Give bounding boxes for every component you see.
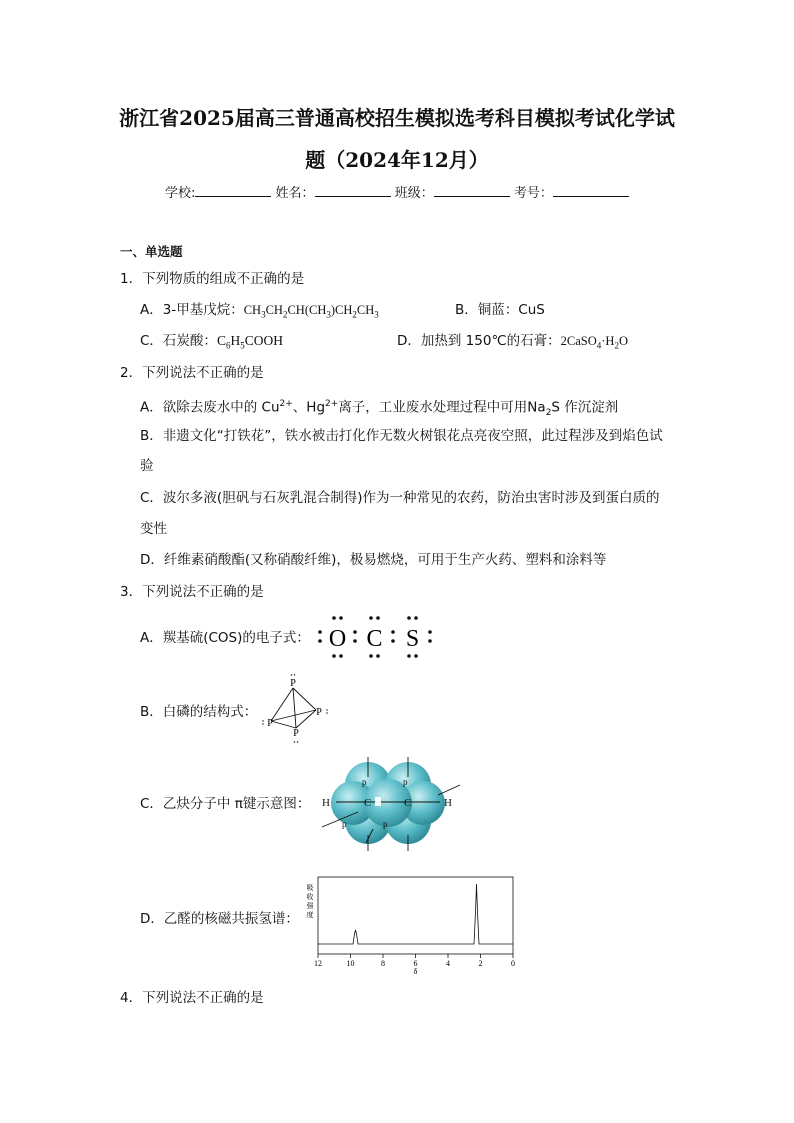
q2-option-a: A．欲除去废水中的 $Cu^{2+}$、$Hg^{2+}$离子，工业废水处理过程中可用$Na_2S$ 作沉淀剂 <box>140 399 619 419</box>
class-label: 班级： <box>394 186 434 201</box>
acetaldehyde-nmr-spectrum <box>300 872 530 976</box>
q1-stem: 1．下列物质的组成不正确的是 <box>120 271 305 287</box>
q1-option-b: B．铜蓝：CuS <box>455 302 545 318</box>
white-phosphorus-structure <box>258 670 338 748</box>
name-blank[interactable] <box>315 184 391 197</box>
school-label: 学校: <box>165 186 196 201</box>
spectrum-trace <box>318 884 513 944</box>
q2-option-d: D．纤维素硝酸酯(又称硝酸纤维)，极易燃烧，可用于生产火药、塑料和涂料等 <box>140 552 607 568</box>
svg-text:4: 4 <box>446 959 450 968</box>
svg-text:6: 6 <box>413 959 418 968</box>
y-axis-label <box>307 883 315 919</box>
q2-option-c-line2: 变性 <box>140 521 167 537</box>
svg-text:P: P <box>290 678 296 689</box>
number-blank[interactable] <box>553 184 629 197</box>
svg-text:p: p <box>383 819 388 829</box>
cos-electron-formula <box>310 612 440 660</box>
page-title-line1: 浙江省2025届高三普通高校招生模拟选考科目模拟考试化学试 <box>119 106 675 130</box>
svg-text:8: 8 <box>381 959 385 968</box>
svg-text:12: 12 <box>314 959 322 968</box>
spectrum-frame <box>318 877 513 954</box>
svg-text:度: 度 <box>306 911 314 919</box>
svg-text:吸: 吸 <box>306 884 314 892</box>
svg-text:p: p <box>403 777 408 787</box>
svg-text:H: H <box>322 797 330 809</box>
svg-text:p: p <box>362 777 367 787</box>
svg-text:强: 强 <box>306 902 314 910</box>
q1-option-d: D．加热到 150℃的石膏：$2CaSO_4\cdot H_2O$ <box>397 333 628 351</box>
svg-text:P: P <box>293 728 299 739</box>
q2-option-b-line1: B．非遗文化“打铁花”，铁水被击打化作无数火树银花点亮夜空照，此过程涉及到焰色试 <box>140 428 663 444</box>
svg-text:10: 10 <box>346 959 355 968</box>
q1-option-a: A．3-甲基戊烷：$CH_3CH_2CH(CH_3)CH_2CH_3$ <box>140 302 379 320</box>
acetylene-pi-bond-diagram <box>318 755 466 853</box>
q3-stem: 3．下列说法不正确的是 <box>120 584 264 600</box>
svg-text:H: H <box>444 797 452 809</box>
x-axis-label: δ <box>413 967 418 976</box>
svg-text:C: C <box>364 797 372 809</box>
q3-option-c: C．乙炔分子中 π键示意图： <box>140 796 311 812</box>
atom-s: S <box>405 626 420 652</box>
q3-option-a: A．羰基硫(COS)的电子式： <box>140 630 310 646</box>
p-orbital-lobes <box>331 762 445 844</box>
q3-option-d: D．乙醛的核磁共振氢谱： <box>140 911 299 927</box>
q2-option-c-line1: C．波尔多液(胆矾与石灰乳混合制得)作为一种常见的农药，防治虫害时涉及到蛋白质的 <box>140 490 660 506</box>
q3-option-b: B．白磷的结构式： <box>140 704 258 720</box>
class-blank[interactable] <box>434 184 510 197</box>
section-title: 一、单选题 <box>120 244 183 259</box>
atom-o: O <box>328 626 347 652</box>
student-info-line <box>165 182 629 201</box>
number-label: 考号： <box>513 186 553 201</box>
svg-text:0: 0 <box>511 959 515 968</box>
q4-stem: 4．下列说法不正确的是 <box>120 990 264 1006</box>
svg-text:P: P <box>316 707 322 718</box>
svg-text:p: p <box>342 819 347 829</box>
q2-stem: 2．下列说法不正确的是 <box>120 365 264 381</box>
svg-text:2: 2 <box>478 959 483 968</box>
svg-text:收: 收 <box>306 893 314 901</box>
page-title-line2: 题（2024年12月） <box>305 148 489 172</box>
q1-option-c: C．石炭酸：$C_6H_5COOH$ <box>140 333 283 351</box>
svg-text:C: C <box>404 797 412 809</box>
svg-text:P: P <box>267 718 273 729</box>
q2-option-b-line2: 验 <box>140 458 154 474</box>
name-label: 姓名： <box>275 186 315 201</box>
atom-c: C <box>366 626 383 652</box>
school-blank[interactable] <box>195 184 271 197</box>
